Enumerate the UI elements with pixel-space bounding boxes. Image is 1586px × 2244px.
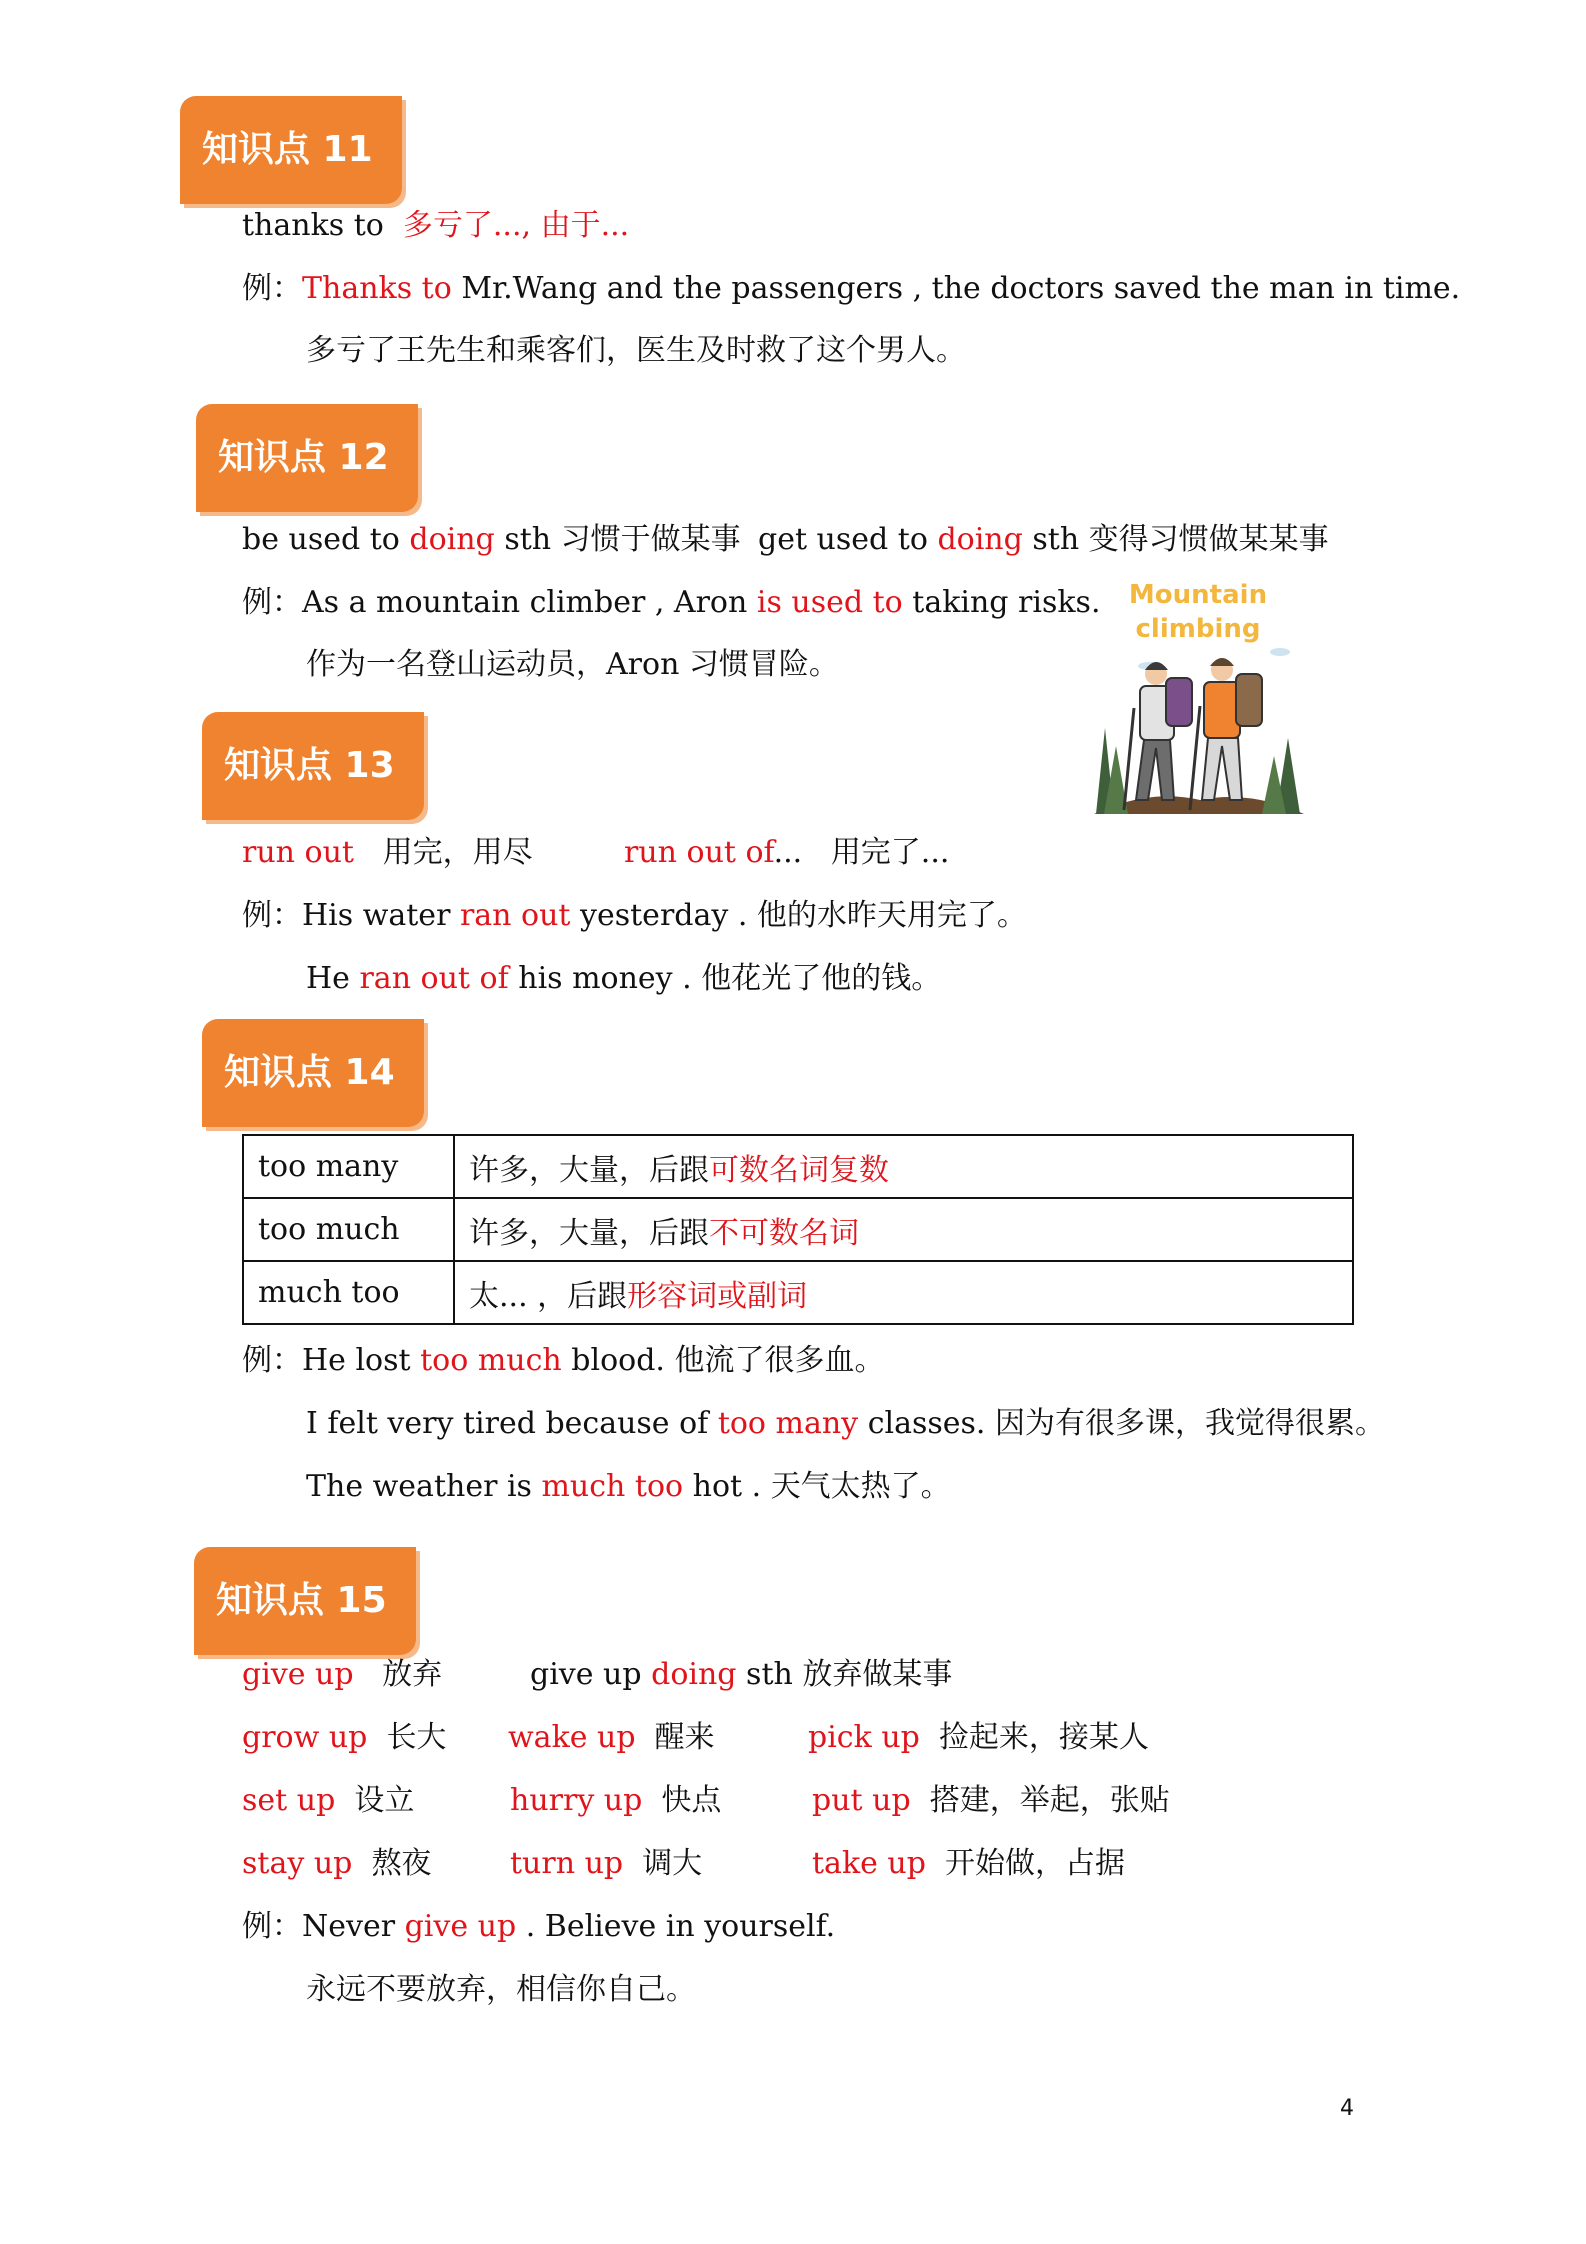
s14-ex2-highlight: too many [717, 1406, 859, 1441]
s15-r1b-a: give up [530, 1657, 642, 1692]
s14-ex1-a: He lost [302, 1343, 411, 1378]
s11-ex1-highlight: Thanks to [302, 271, 452, 306]
s15-ex1-translation: 永远不要放弃，相信你自己。 [306, 1972, 696, 2007]
desc-highlight: 不可数名词 [709, 1215, 859, 1251]
s15-phrase-item [812, 1844, 1125, 1884]
s15-phrase-item [812, 1781, 1170, 1821]
s15-meaning: 捡起来，接某人 [938, 1720, 1149, 1755]
s15-term: hurry up [510, 1783, 643, 1818]
illus-title-1: Mountain [1128, 580, 1268, 610]
s13-ex1-c: yesterday . 他的水昨天用完了。 [580, 898, 1027, 933]
section-14-badge: 知识点 14 [202, 1019, 424, 1127]
s15-term: set up [242, 1783, 336, 1818]
example-label: 例： [242, 1343, 302, 1378]
s14-ex3-c: hot . 天气太热了。 [692, 1469, 951, 1504]
s14-ex1-highlight: too much [420, 1343, 562, 1378]
mountain-climbing-illustration [1090, 578, 1306, 818]
s15-r1b-c: sth 放弃做某事 [746, 1657, 953, 1692]
table-cell-desc [454, 1198, 1353, 1261]
s14-ex1-c: blood. 他流了很多血。 [571, 1343, 885, 1378]
s15-meaning: 调大 [642, 1846, 703, 1881]
s15-meaning: 熬夜 [371, 1846, 432, 1881]
s11-example-line [242, 269, 1460, 309]
s12-example-line [242, 583, 1100, 623]
s15-phrase-item [510, 1844, 702, 1884]
example-label: 例： [242, 585, 302, 620]
desc-highlight: 可数名词复数 [709, 1152, 889, 1188]
s14-ex3-highlight: much too [541, 1469, 684, 1504]
s13-example-line-1 [242, 896, 1027, 936]
example-label: 例： [242, 271, 302, 306]
s13-p2-term: run out of [624, 835, 774, 870]
section-11-badge: 知识点 11 [180, 96, 402, 204]
s14-example-line-2 [306, 1404, 1385, 1444]
s15-row-1a [242, 1655, 442, 1695]
s13-phrase-2 [624, 833, 949, 873]
example-label: 例： [242, 1909, 302, 1944]
section-13-badge: 知识点 13 [202, 712, 424, 820]
s15-ex1-c: . Believe in yourself. [525, 1909, 836, 1944]
table-cell-desc [454, 1135, 1353, 1198]
s15-meaning: 开始做，占据 [945, 1846, 1126, 1881]
s15-meaning: 长大 [386, 1720, 447, 1755]
section-15-badge: 知识点 15 [194, 1547, 416, 1655]
s12-p2-b: doing [937, 522, 1023, 557]
s15-term: turn up [510, 1846, 624, 1881]
s15-phrase-item [242, 1844, 431, 1884]
s12-p1-b: doing [409, 522, 495, 557]
s12-p2-c: sth 变得习惯做某某事 [1032, 522, 1329, 557]
s12-phrase-1 [242, 520, 741, 560]
s15-ex1-a: Never [302, 1909, 396, 1944]
s13-p2-meaning: 用完了... [830, 835, 950, 870]
illus-title-2: climbing [1135, 614, 1261, 644]
s15-phrase-item [510, 1781, 721, 1821]
s15-ex1-highlight: give up [404, 1909, 517, 1944]
desc-text: 许多，大量，后跟 [469, 1152, 709, 1188]
page-number: 4 [1340, 2096, 1354, 2121]
table-row [243, 1135, 1353, 1198]
table-cell-term: much too [243, 1261, 454, 1324]
s14-example-line-1 [242, 1341, 884, 1381]
table-row [243, 1261, 1353, 1324]
s15-phrase-item [242, 1781, 414, 1821]
hikers-icon [1090, 578, 1306, 818]
s15-term: give up [242, 1657, 354, 1692]
s14-ex2-c: classes. 因为有很多课，我觉得很累。 [867, 1406, 1385, 1441]
s15-meaning: 快点 [661, 1783, 722, 1818]
s13-phrase-1 [242, 833, 533, 873]
s15-row-1b [530, 1655, 952, 1695]
s15-term: put up [812, 1783, 911, 1818]
desc-text: 太... ，后跟 [469, 1278, 628, 1314]
s13-ex2-c: his money . 他花光了他的钱。 [518, 961, 942, 996]
s11-ex1-text: Mr.Wang and the passengers , the doctors saved the man in time. [461, 271, 1461, 306]
s15-example-line [242, 1907, 835, 1947]
s15-term: pick up [808, 1720, 920, 1755]
s13-ex2-highlight: ran out of [359, 961, 509, 996]
s15-term: wake up [508, 1720, 636, 1755]
s15-meaning: 搭建，举起，张贴 [929, 1783, 1170, 1818]
s15-term: take up [812, 1846, 926, 1881]
s11-meaning: 多亏了..., 由于... [402, 208, 630, 243]
s15-phrase-item [242, 1718, 446, 1758]
s13-p1-meaning: 用完，用尽 [382, 835, 533, 870]
s11-phrase: thanks to [242, 208, 384, 243]
s15-phrase-item [508, 1718, 715, 1758]
s15-term: stay up [242, 1846, 353, 1881]
s14-example-line-3 [306, 1467, 951, 1507]
desc-text: 许多，大量，后跟 [469, 1215, 709, 1251]
s11-ex1-translation: 多亏了王先生和乘客们，医生及时救了这个男人。 [306, 333, 966, 368]
table-row [243, 1198, 1353, 1261]
table-cell-desc [454, 1261, 1353, 1324]
s12-ex1-highlight: is used to [756, 585, 903, 620]
s12-p1-c: sth 习惯于做某事 [504, 522, 741, 557]
s13-ex1-highlight: ran out [459, 898, 571, 933]
s13-ex1-a: His water [302, 898, 451, 933]
table-cell-term: too much [243, 1198, 454, 1261]
s15-meaning: 醒来 [654, 1720, 715, 1755]
s15-meaning: 设立 [354, 1783, 415, 1818]
s15-meaning: 放弃 [382, 1657, 443, 1692]
example-label: 例： [242, 898, 302, 933]
s12-p1-a: be used to [242, 522, 400, 557]
table-cell-term: too many [243, 1135, 454, 1198]
s12-ex1-translation: 作为一名登山运动员，Aron 习惯冒险。 [306, 647, 839, 682]
comparison-table [242, 1134, 1354, 1325]
s13-p1-term: run out [242, 835, 354, 870]
s12-p2-a: get used to [758, 522, 928, 557]
section-12-badge: 知识点 12 [196, 404, 418, 512]
s12-ex1-a: As a mountain climber , Aron [302, 585, 748, 620]
s13-p2-dots: ... [773, 835, 803, 870]
s14-ex2-a: I felt very tired because of [306, 1406, 709, 1441]
desc-highlight: 形容词或副词 [627, 1278, 808, 1314]
s15-phrase-item [808, 1718, 1149, 1758]
s11-phrase-line [242, 206, 629, 246]
s14-ex3-a: The weather is [306, 1469, 532, 1504]
s12-ex1-c: taking risks. [912, 585, 1101, 620]
s15-r1b-b: doing [651, 1657, 737, 1692]
s12-phrase-2 [758, 520, 1329, 560]
s15-term: grow up [242, 1720, 368, 1755]
s13-ex2-a: He [306, 961, 350, 996]
s13-example-line-2 [306, 959, 941, 999]
